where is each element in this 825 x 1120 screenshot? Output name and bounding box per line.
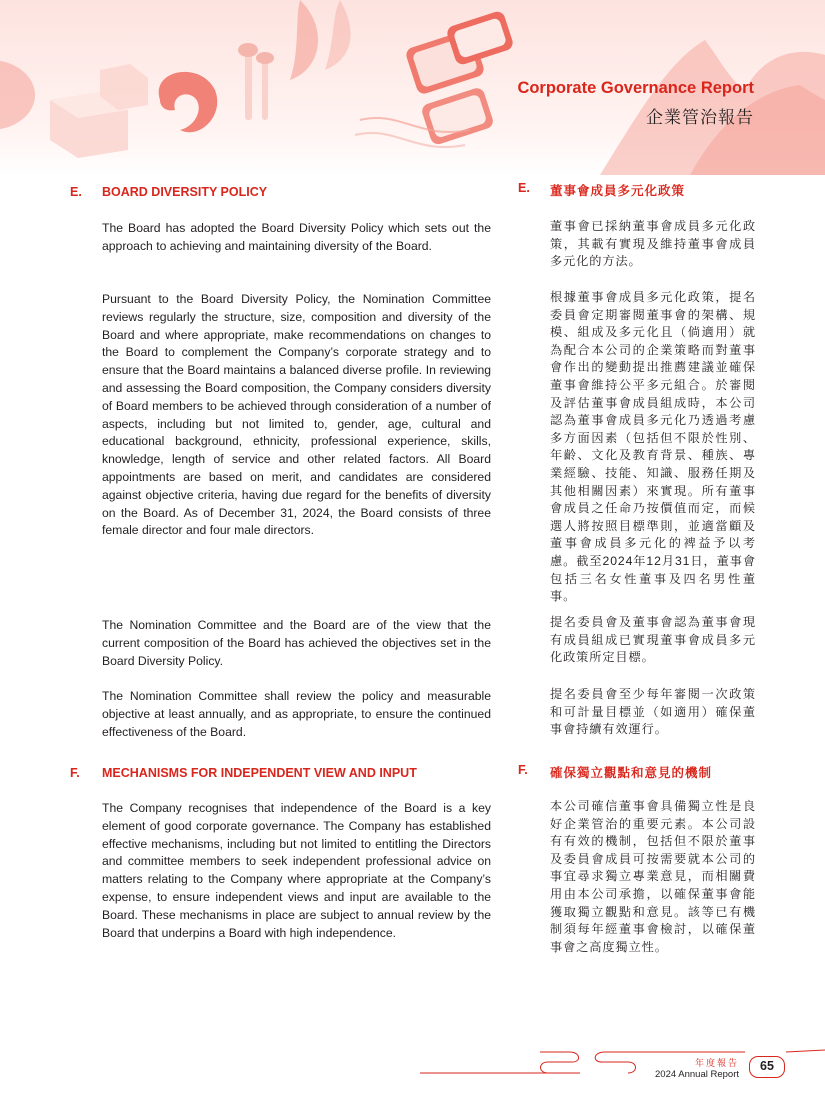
paragraph: The Company recognises that independence of the Board is a key element of good corporate governance. The Company has established effective mechanisms, including but not limited to entitling the Directors and committee members to seek independent professional advice on matters relating to the Company where appropriate at the Company’s expense, to ensure independent views and input are available to the Board. These mechanisms in place are subject to annual review by the Board that underpins a Board with high independence. bbox=[102, 801, 491, 940]
footer-report-zh: 年度報告 bbox=[694, 1058, 739, 1068]
paragraph: 根據董事會成員多元化政策，提名委員會定期審閱董事會的架構、規模、組成及多元化且（倘適用）就為配合本公司的企業策略而對董事會作出的變動提出推薦建議並確保董事會維持公平多元組合。於審閱及評估董事會成員組成時，本公司認為董事會成員多元化乃透過考慮多方面因素（包括但不限於性別、年齡、文化及教育背景、種族、專業經驗、技能、知識、服務任期及其他相關因素）來實現。所有董事會成員之任命乃按價值而定，而候選人將按照目標準則，並適當顧及董事會成員多元化的裨益予以考慮。截至2024年12月31日，董事會包括三名女性董事及四名男性董事。 bbox=[550, 290, 756, 604]
section-title: MECHANISMS FOR INDEPENDENT VIEW AND INPUT bbox=[102, 766, 417, 780]
section-title: 確保獨立觀點和意見的機制 bbox=[550, 766, 713, 780]
section-letter: E. bbox=[518, 181, 530, 195]
paragraph: 本公司確信董事會具備獨立性是良好企業管治的重要元素。本公司設有有效的機制，包括但不限於董事及委員會成員可按需要就本公司的事宜尋求獨立專業意見，而相關費用由本公司承擔，以確保董事會能獲取獨立觀點和意見。該等已有機制須每年經董事會檢討，以確保董事會之高度獨立性。 bbox=[550, 799, 756, 954]
chinese-column bbox=[518, 0, 756, 1000]
section-letter: F. bbox=[70, 766, 80, 780]
section-title: BOARD DIVERSITY POLICY bbox=[102, 185, 268, 199]
section-title: 董事會成員多元化政策 bbox=[550, 184, 686, 198]
paragraph: The Nomination Committee and the Board are of the view that the current composition of the Board has achieved the objectives set in the Board Diversity Policy. bbox=[102, 618, 491, 668]
paragraph: The Nomination Committee shall review the policy and measurable objective at least annually, and as appropriate, to ensure the continued effectiveness of the Board. bbox=[102, 689, 491, 739]
section-letter: E. bbox=[70, 185, 82, 199]
header-title-zh: 企業管治報告 bbox=[646, 108, 754, 127]
paragraph: 董事會已採納董事會成員多元化政策，其載有實現及維持董事會成員多元化的方法。 bbox=[550, 219, 756, 269]
header-title-en: Corporate Governance Report bbox=[517, 79, 754, 97]
paragraph: Pursuant to the Board Diversity Policy, the Nomination Committee reviews regularly the structure, size, composition and diversity of the Board and where appropriate, make recommendations on changes to the Board to complement the Company’s corporate strategy and to ensure that the Board maintains a balanced diverse profile. In reviewing and assessing the Board composition, the Company considers diversity of Board members to be achieved through consideration of a number of aspects, including but not limited to, gender, age, cultural and educational background, ethnicity, professional experience, skills, knowledge, length of service and other related factors. All Board appointments are based on merit, and candidates are considered against objective criteria, having due regard for the benefits of diversity on the Board. As of December 31, 2024, the Board consists of three female director and four male directors. bbox=[102, 292, 491, 538]
section-letter: F. bbox=[518, 763, 528, 777]
footer-report-en: 2024 Annual Report bbox=[655, 1069, 739, 1080]
english-column bbox=[70, 0, 491, 1000]
page-number: 65 bbox=[749, 1056, 785, 1078]
paragraph: 提名委員會及董事會認為董事會現有成員組成已實現董事會成員多元化政策所定目標。 bbox=[550, 615, 756, 665]
paragraph: The Board has adopted the Board Diversity Policy which sets out the approach to achieving and maintaining diversity of the Board. bbox=[102, 221, 491, 253]
paragraph: 提名委員會至少每年審閱一次政策和可計量目標並（如適用）確保董事會持續有效運行。 bbox=[550, 687, 756, 737]
